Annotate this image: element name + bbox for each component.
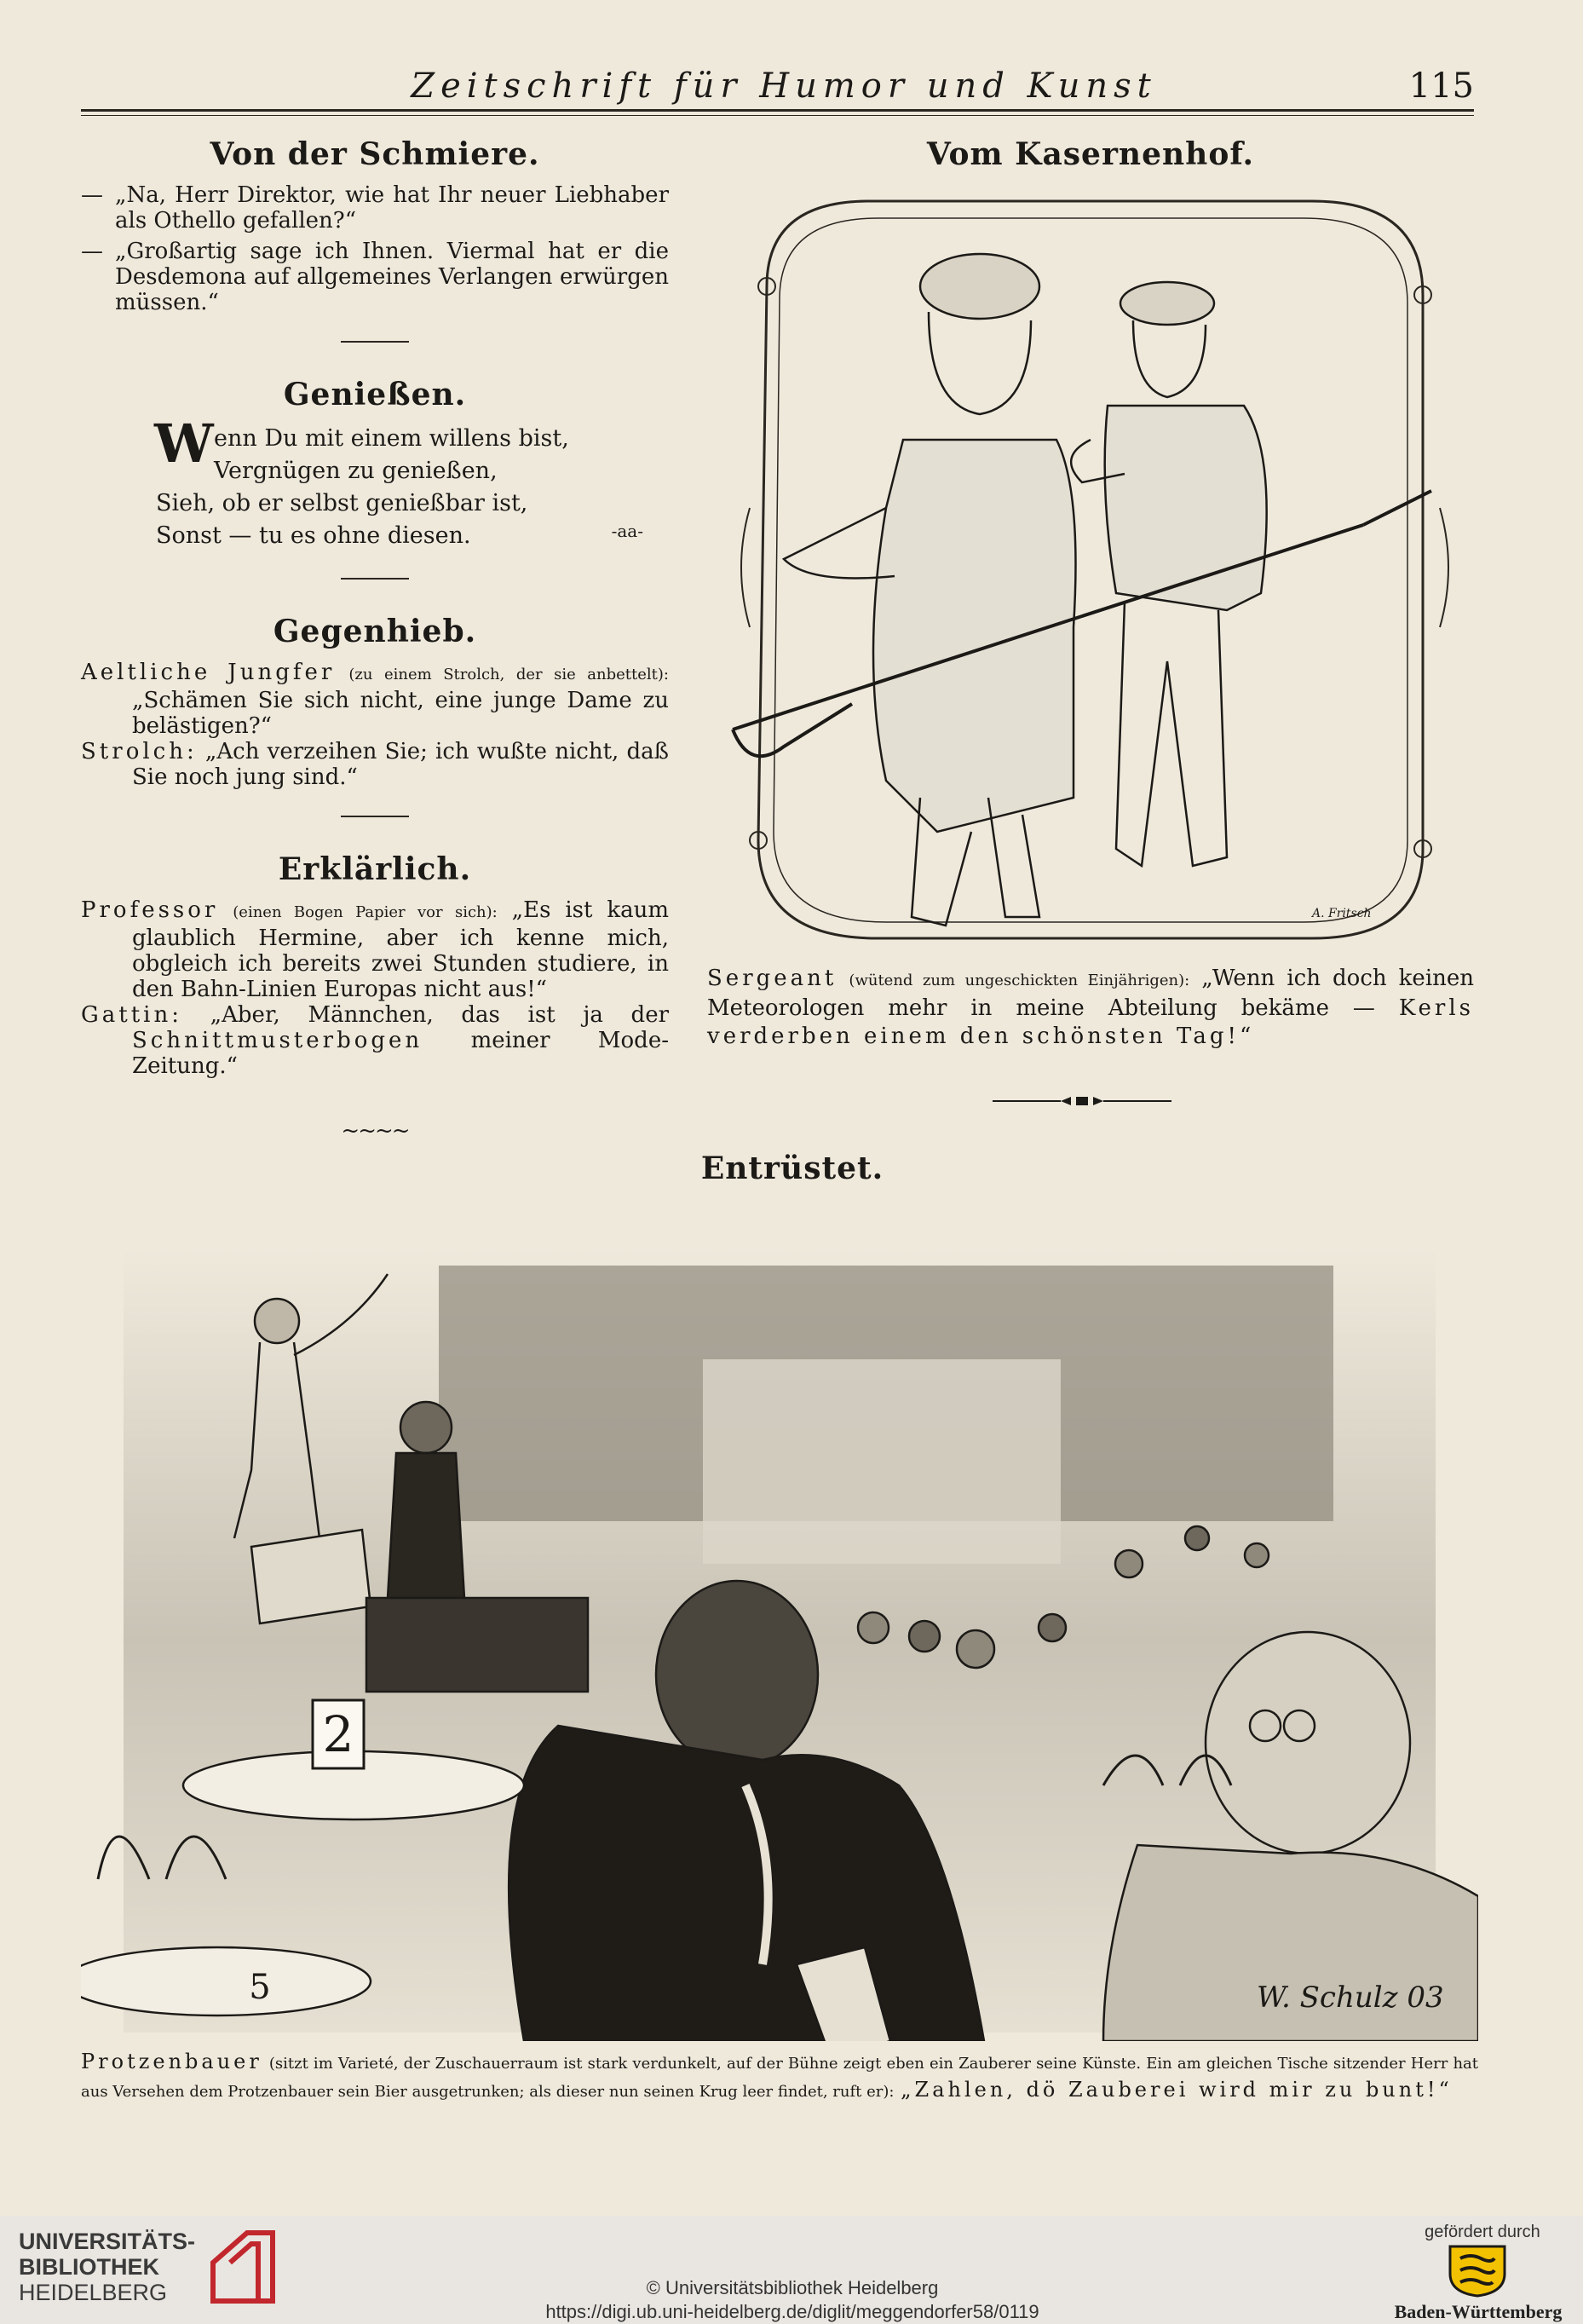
header-rule-thin — [81, 115, 1474, 116]
stage-direction: (sitzt im Varieté, der Zuschauerraum ist stark verdunkelt, auf der Bühne zeigt eben ein Zauberer seine Künste. Ein am gleichen Tische sitzender Herr hat aus Versehen dem Protzenbauer sein Bier ausgetrunken; als dieser nun seinen Krug leer findet, ruft er): — [81, 2055, 1478, 2101]
speech-text: “ — [1239, 1024, 1252, 1049]
artist-signature: W. Schulz 03 — [1257, 1981, 1444, 2015]
funded-by-label: gefördert durch — [1425, 2223, 1540, 2241]
dialog-line — [81, 182, 669, 234]
section-title: Vom Kasernenhof. — [926, 136, 1255, 172]
table-number: 5 — [249, 1968, 271, 2007]
speech-text: „Wenn ich doch keinen Meteorologen mehr in meine Abteilung bekäme — — [707, 966, 1475, 1021]
library-name-line: HEIDELBERG — [19, 2280, 168, 2305]
section-gegenhieb — [81, 614, 669, 790]
library-name-line: BIBLIOTHEK — [19, 2254, 159, 2280]
speaker-name: Professor — [81, 897, 219, 923]
section-geniessen — [81, 377, 669, 552]
poem-line: Sonst — tu es ohne diesen. — [156, 522, 471, 549]
speech-text-emphasis: Schnittmusterbogen — [132, 1028, 423, 1053]
poem-line: Vergnügen zu genießen, — [214, 458, 498, 484]
section-title: Gegenhieb. — [273, 614, 477, 649]
library-name — [19, 2229, 195, 2305]
dialog-dash: — — [81, 182, 103, 208]
speech-text: „Ach verzeihen Sie; ich wußte nicht, daß Sie noch jung sind.“ — [132, 739, 669, 790]
speech — [81, 739, 669, 790]
source-url[interactable]: https://digi.ub.uni-heidelberg.de/diglit/meggendorfer58/0119 — [545, 2301, 1039, 2322]
soldier-drawing — [716, 184, 1465, 951]
dialog-text: „Na, Herr Direktor, wie hat Ihr neuer Liebhaber als Othello gefallen?“ — [115, 182, 669, 234]
poem-line: enn Du mit einem willens bist, — [214, 425, 569, 452]
variety-theater-illustration — [81, 1197, 1478, 2041]
page-number: 115 — [1408, 66, 1474, 106]
speech-text: „Es ist kaum glaublich Hermine, aber ich kenne mich, obgleich ich bereits zwei Stunden studiere, in den Bahn-Linien Europas nicht aus!“ — [132, 897, 669, 1002]
speaker-name: Sergeant — [707, 966, 838, 991]
speech-text-emphasis: Kerls verderben einem den schönsten Tag! — [707, 995, 1475, 1049]
stage-direction: (einen Bogen Papier vor sich): — [233, 903, 498, 921]
section-title: Entrüstet. — [700, 1150, 884, 1186]
illustration-caption — [707, 965, 1474, 1051]
variety-drawing — [81, 1197, 1478, 2041]
journal-title: Zeitschrift für Humor und Kunst — [411, 66, 1157, 106]
speech-text: meiner Mode-Zeitung.“ — [132, 1028, 669, 1079]
section-divider — [341, 578, 409, 580]
header-rule — [81, 109, 1474, 112]
library-name-line: UNIVERSITÄTS- — [19, 2229, 196, 2254]
left-column — [81, 136, 669, 1144]
section-schmiere — [81, 136, 669, 315]
funder-name: Baden-Württemberg — [1394, 2301, 1563, 2322]
dialog-text: „Großartig sage ich Ihnen. Viermal hat er die Desdemona auf allgemeines Verlangen erwürgen müssen.“ — [115, 239, 669, 315]
speaker-name: Aeltliche Jungfer — [81, 660, 336, 685]
speech-text: „Schämen Sie sich nicht, eine junge Dame zu belästigen?“ — [132, 688, 669, 739]
library-emblem-icon — [209, 2229, 277, 2305]
author-signature: -aa- — [611, 521, 643, 541]
ornament-divider — [993, 1094, 1171, 1108]
poem — [81, 412, 669, 552]
baden-wuerttemberg-emblem-icon — [1445, 2243, 1510, 2298]
poem-line: Sieh, ob er selbst genießbar ist, — [156, 490, 528, 516]
stage-direction: (wütend zum ungeschickten Einjährigen): — [849, 972, 1190, 989]
section-divider — [341, 816, 409, 817]
dialog-line — [81, 239, 669, 315]
speaker-name: Gattin: — [81, 1002, 182, 1028]
speech — [81, 660, 669, 739]
speech — [81, 897, 669, 1002]
section-title: Erklärlich. — [278, 851, 472, 887]
section-title: Genießen. — [283, 377, 467, 412]
copyright-notice: © Universitätsbibliothek Heidelberg — [646, 2277, 939, 2298]
library-logo[interactable] — [19, 2229, 277, 2305]
section-erklaerlich — [81, 851, 669, 1144]
speaker-name: Protzenbauer — [81, 2050, 262, 2073]
right-column — [707, 136, 1474, 1051]
soldier-illustration — [716, 184, 1465, 951]
artist-signature: A. Fritsch — [1312, 907, 1372, 920]
table-number: 2 — [322, 1705, 354, 1763]
speech — [81, 1002, 669, 1079]
section-title: Von der Schmiere. — [210, 136, 540, 172]
speech-text: „Zahlen, dö Zauberei wird mir zu bunt!“ — [901, 2078, 1453, 2102]
drop-cap: W — [154, 412, 214, 475]
speaker-name: Strolch: — [81, 739, 198, 764]
dialog-dash: — — [81, 239, 103, 264]
stage-direction: (zu einem Strolch, der sie anbettelt): — [348, 666, 669, 683]
cartoon-caption — [81, 2049, 1478, 2105]
speech-text: „Aber, Männchen, das ist ja der — [210, 1002, 670, 1028]
section-divider — [341, 341, 409, 343]
end-ornament: ~~~~ — [341, 1118, 409, 1144]
